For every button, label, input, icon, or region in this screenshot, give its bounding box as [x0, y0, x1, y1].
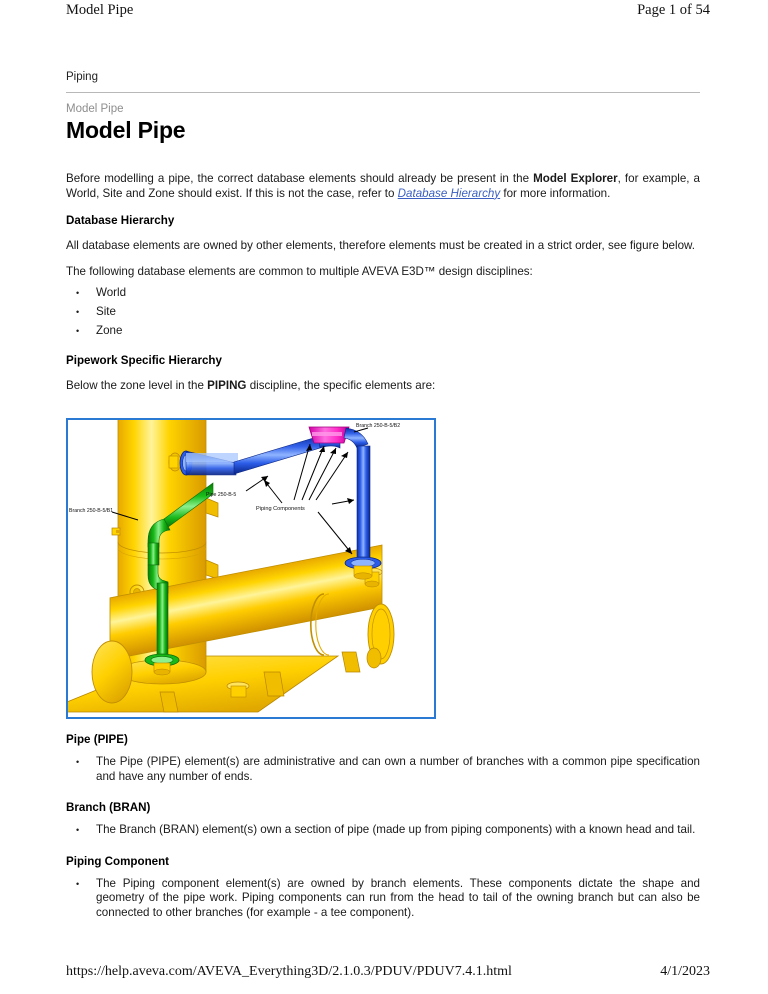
piping-hierarchy-figure	[66, 418, 436, 719]
pipework-text-1: Below the zone level in the	[66, 378, 208, 392]
heading-pipework-specific-hierarchy: Pipework Specific Hierarchy	[66, 353, 222, 367]
pipework-text-2: discipline, the specific elements are:	[246, 378, 436, 392]
branch-definition-list	[66, 823, 700, 838]
document-content	[66, 70, 700, 393]
heading-pipe-pipe: Pipe (PIPE)	[66, 733, 128, 746]
intro-text-3: for more information.	[500, 186, 611, 200]
footer-date: 4/1/2023	[660, 964, 710, 979]
page-title: Model Pipe	[66, 117, 186, 143]
figure-label-branch-b2: Branch 250-B-5/B2	[356, 423, 401, 429]
definitions-block	[66, 733, 700, 921]
list-item: • The Piping component element(s) are owned by branch elements. These components dictate the shape and geometry of the pipe work. Piping components can run from the head to tail of the owning branch but can also be connected to other branches (for example - a tee component).	[66, 877, 700, 921]
intro-text-2: , for example, a World, Site and Zone should exist. If this is not the case, refer to	[66, 172, 701, 200]
header-title: Model Pipe	[66, 2, 134, 18]
heading-piping-component: Piping Component	[66, 854, 170, 868]
figure-label-branch-b1: Branch 250-B-5/B1	[69, 508, 114, 514]
pipework-bold-piping: PIPING	[207, 378, 247, 392]
figure-label-pipe: Pipe 250-B-5	[206, 492, 237, 498]
intro-text-1: Before modelling a pipe, the correct database elements should already be present in the	[66, 172, 534, 185]
list-item: • The Branch (BRAN) element(s) own a section of pipe (made up from piping components) with a known head and tail.	[66, 823, 700, 838]
pipe-definition-list	[66, 755, 700, 784]
piping-3d-illustration	[68, 420, 434, 717]
page-kicker: Model Pipe	[66, 103, 124, 115]
heading-branch-bran: Branch (BRAN)	[66, 801, 151, 815]
header-page-number: Page 1 of 54	[637, 2, 710, 18]
list-item: • Site	[66, 303, 700, 322]
breadcrumb-divider	[66, 92, 700, 93]
list-item: • Zone	[66, 322, 700, 341]
heading-database-hierarchy: Database Hierarchy	[66, 214, 175, 228]
footer-url: https://help.aveva.com/AVEVA_Everything3D/2.1.0.3/PDUV/PDUV7.4.1.html	[66, 964, 512, 979]
list-item: • World	[66, 284, 700, 303]
intro-bold-model-explorer: Model Explorer	[533, 172, 618, 185]
page-footer	[0, 964, 768, 984]
intro-paragraph	[66, 172, 700, 201]
list-item: • The Pipe (PIPE) element(s) are administrative and can own a number of branches with a common pipe specification and have any number of ends.	[66, 755, 700, 784]
database-hierarchy-paragraph-2: The following database elements are common to multiple AVEVA E3D™ design disciplines:	[66, 264, 533, 278]
database-hierarchy-paragraph-1: All database elements are owned by other elements, therefore elements must be created in a strict order, see figure below.	[66, 239, 695, 253]
piping-component-definition-list	[66, 877, 700, 921]
breadcrumb: Piping	[66, 71, 98, 83]
figure-label-piping-components: Piping Components	[256, 506, 305, 512]
page-header	[0, 0, 768, 26]
database-hierarchy-link[interactable]: Database Hierarchy	[397, 186, 501, 200]
pipework-lead-paragraph	[66, 379, 700, 394]
common-elements-list	[66, 284, 700, 340]
